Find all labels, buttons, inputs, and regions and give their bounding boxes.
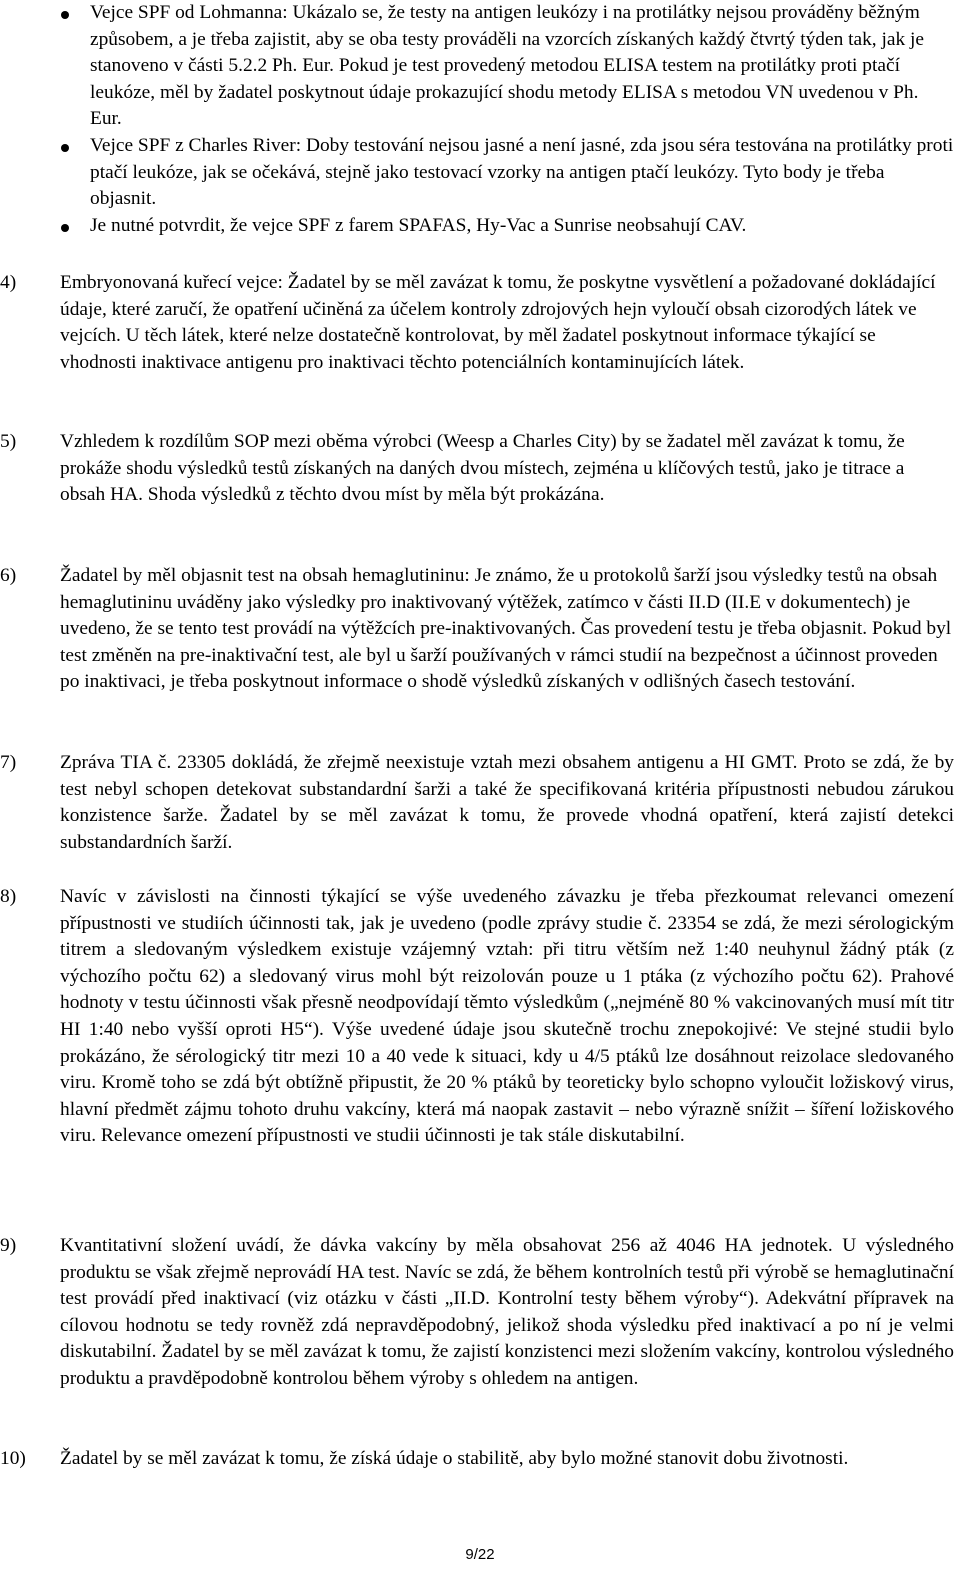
- item-number: 4): [0, 272, 17, 293]
- item-text: Embryonovaná kuřecí vejce: Žadatel by se měl zavázat k tomu, že poskytne vysvětlení a požadované dokládající údaje, které zaručí, že opatření učiněná za účelem kontroly zdrojových hejn vyloučí obsah cizorodých látek ve vejcích. U těch látek, které nelze dostatečně kontrolovat, by měl žadatel poskytnout informace týkající se vhodnosti inaktivace antigenu pro inaktivaci těchto potenciálních kontaminujících látek.: [60, 272, 936, 373]
- bullet-item: [0, 0, 960, 133]
- page-number: 9/22: [465, 1546, 495, 1563]
- item-number: 9): [0, 1235, 17, 1256]
- item-number: 7): [0, 752, 17, 773]
- bullet-item: [0, 133, 960, 213]
- item-number: 6): [0, 565, 17, 586]
- item-text: Zpráva TIA č. 23305 dokládá, že zřejmě neexistuje vztah mezi obsahem antigenu a HI GMT. Proto se zdá, že by test nebyl schopen detekovat substandardní šarži a také že specifikovaná kritéria přípustnosti nebudou zárukou konzistence šarže. Žadatel by se měl zavázat k tomu, že provede vhodná opatření, která zajistí detekci substandardních šarží.: [60, 752, 954, 853]
- bullet-dot-icon: [61, 11, 69, 19]
- item-text: Kvantitativní složení uvádí, že dávka vakcíny by měla obsahovat 256 až 4046 HA jednotek. U výsledného produktu se však zřejmě neprovádí HA test. Navíc se zdá, že během kontrolních testů při výrobě se hemaglutinační test provádí před inaktivací (viz otázku v části „II.D. Kontrolní testy během výroby“). Adekvátní přípravek na cílovou hodnotu se tedy rovněž zdá nepravděpodobný, jelikož shoda výsledku před inaktivací a po ní je velmi diskutabilní. Žadatel by se měl zavázat k tomu, že zajistí konzistenci mezi složením vakcíny, kontrolou výsledného produktu a pravděpodobně kontrolou během výroby s ohledem na antigen.: [60, 1235, 954, 1389]
- item-text: Vzhledem k rozdílům SOP mezi oběma výrobci (Weesp a Charles City) by se žadatel měl zavázat k tomu, že prokáže shodu výsledků testů získaných na daných dvou místech, zejména u klíčových testů, jako je titrace a obsah HA. Shoda výsledků z těchto dvou míst by měla být prokázána.: [60, 431, 905, 506]
- bullet-dot-icon: [61, 144, 69, 152]
- bullet-item: [0, 213, 960, 240]
- bullet-text: Je nutné potvrdit, že vejce SPF z farem SPAFAS, Hy-Vac a Sunrise neobsahují CAV.: [90, 214, 747, 236]
- item-text: Žadatel by měl objasnit test na obsah hemaglutininu: Je známo, že u protokolů šarží jsou výsledky testů na obsah hemaglutininu uváděny jako výsledky pro inaktivovaný výtěžek, zatímco v části II.D (II.E v dokumentech) je uvedeno, že se tento test provádí na výtěžcích pre-inaktivovaných. Čas provedení testu je třeba objasnit. Pokud byl test změněn na pre-inaktivační test, ale byl u šarží používaných v rámci studií na bezpečnost a účinnost proveden po inaktivaci, je třeba poskytnout informace o shodě výsledků získaných v odlišných časech testování.: [60, 565, 952, 693]
- item-text: Navíc v závislosti na činnosti týkající se výše uvedeného závazku je třeba přezkoumat relevanci omezení přípustnosti ve studiích účinnosti tak, jak je uvedeno (podle zprávy studie č. 23354 se zdá, že mezi sérologickým titrem a sledovaným výsledkem existuje vzájemný vztah: při titru větším než 1:40 neuhynul žádný pták (z výchozího počtu 62) a sledovaný virus mohl být reizolován pouze u 1 ptáka (z výchozího počtu 62). Prahové hodnoty v testu účinnosti však přesně neodpovídají těmto výsledkům („nejméně 80 % vakcinovaných musí mít titr HI 1:40 nebo vyšší oproti H5“). Výše uvedené údaje jsou skutečně trochu znepokojivé: Ve stejné studii bylo prokázáno, že sérologický titr mezi 10 a 40 vede k situaci, kdy u 4/5 ptáků lze dosáhnout reizolace sledovaného viru. Kromě toho se zdá být obtížně připustit, že 20 % ptáků by teoreticky bylo schopno vyloučit ložiskový virus, hlavní předmět zájmu tohoto druhu vakcíny, která má naopak zastavit – nebo výrazně snížit – šíření ložiskového viru. Relevance omezení přípustnosti ve studii účinnosti je tak stále diskutabilní.: [60, 886, 954, 1147]
- item-number: 8): [0, 886, 17, 907]
- bullet-text: Vejce SPF od Lohmanna: Ukázalo se, že testy na antigen leukózy i na protilátky nejsou prováděny běžným způsobem, a je třeba zajistit, aby se oba testy prováděli na vzorcích získaných každý čtvrtý týden tak, jak je stanoveno v části 5.2.2 Ph. Eur. Pokud je test provedený metodou ELISA testem na protilátky proti ptačí leukóze, měl by žadatel poskytnout údaje prokazující shodu metody ELISA s metodou VN uvedenou v Ph. Eur.: [90, 2, 925, 130]
- item-number: 10): [0, 1448, 26, 1469]
- item-text: Žadatel by se měl zavázat k tomu, že získá údaje o stabilitě, aby bylo možné stanovit dobu životnosti.: [60, 1448, 849, 1469]
- bullet-text: Vejce SPF z Charles River: Doby testování nejsou jasné a není jasné, zda jsou séra testována na protilátky proti ptačí leukóze, jak se očekává, stejně jako testovací vzorky na antigen ptačí leukózy. Tyto body je třeba objasnit.: [90, 134, 954, 210]
- bullet-list: [0, 0, 960, 239]
- item-number: 5): [0, 431, 17, 452]
- bullet-dot-icon: [61, 224, 69, 232]
